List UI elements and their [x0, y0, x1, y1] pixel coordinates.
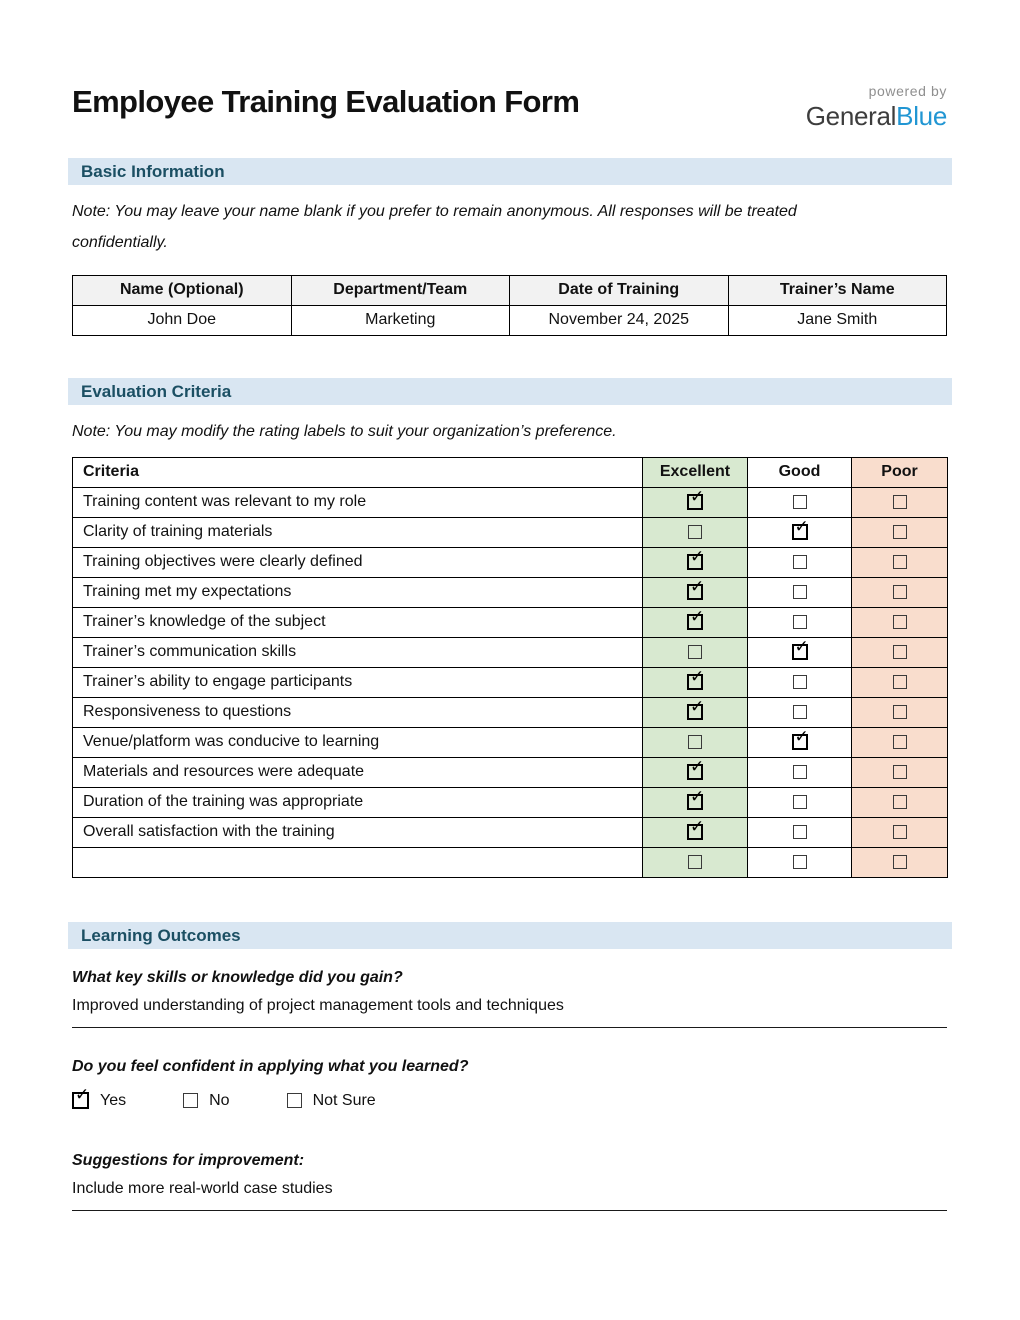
- checkbox-poor-icon[interactable]: [893, 615, 907, 629]
- rating-cell-poor: [852, 757, 948, 787]
- checkbox-excellent-checked-icon[interactable]: [687, 554, 703, 570]
- checkbox-good-icon[interactable]: [793, 615, 807, 629]
- basic-info-value-cell: November 24, 2025: [510, 305, 729, 335]
- criteria-row: [73, 667, 948, 697]
- rating-cell-good: [748, 847, 852, 877]
- rating-cell-excellent: [643, 577, 748, 607]
- basic-info-value-cell: Marketing: [291, 305, 510, 335]
- question-skills-gained: What key skills or knowledge did you gain?: [72, 968, 403, 986]
- criteria-label: Duration of the training was appropriate: [73, 787, 643, 817]
- checkbox-poor-icon[interactable]: [893, 555, 907, 569]
- rating-cell-good: [748, 667, 852, 697]
- brand-blue: Blue: [896, 101, 947, 132]
- checkbox-excellent-icon[interactable]: [688, 525, 702, 539]
- checkbox-poor-icon[interactable]: [893, 495, 907, 509]
- rating-cell-good: [748, 757, 852, 787]
- checkbox-excellent-checked-icon[interactable]: [687, 824, 703, 840]
- criteria-label: Trainer’s knowledge of the subject: [73, 607, 643, 637]
- option-label: No: [209, 1091, 230, 1109]
- checkbox-poor-icon[interactable]: [893, 585, 907, 599]
- rating-cell-poor: [852, 577, 948, 607]
- section-title: Evaluation Criteria: [81, 381, 232, 401]
- criteria-header-row: [73, 457, 948, 487]
- criteria-label: Responsiveness to questions: [73, 697, 643, 727]
- checkbox-excellent-checked-icon[interactable]: [687, 674, 703, 690]
- criteria-row: [73, 847, 948, 877]
- page-title: Employee Training Evaluation Form: [72, 84, 580, 119]
- criteria-label: Materials and resources were adequate: [73, 757, 643, 787]
- question-suggestions: Suggestions for improvement:: [72, 1151, 305, 1169]
- criteria-label: Overall satisfaction with the training: [73, 817, 643, 847]
- criteria-label: Venue/platform was conducive to learning: [73, 727, 643, 757]
- section-title: Learning Outcomes: [81, 925, 241, 945]
- rating-cell-excellent: [643, 637, 748, 667]
- rating-cell-good: [748, 697, 852, 727]
- checkbox-poor-icon[interactable]: [893, 795, 907, 809]
- brand-general: General: [805, 101, 897, 132]
- rating-cell-excellent: [643, 517, 748, 547]
- criteria-row: [73, 757, 948, 787]
- section-title: Basic Information: [81, 161, 225, 181]
- checkbox-good-icon[interactable]: [793, 495, 807, 509]
- basic-info-header-row: [73, 275, 947, 305]
- basic-info-column-header: Trainer’s Name: [728, 275, 947, 305]
- answer-skills-gained: Improved understanding of project management tools and techniques: [72, 997, 947, 1028]
- confidence-option-not-sure[interactable]: [287, 1092, 376, 1110]
- criteria-row: [73, 727, 948, 757]
- checkbox-good-icon[interactable]: [793, 795, 807, 809]
- criteria-column-header-poor: Poor: [852, 457, 948, 487]
- criteria-row: [73, 517, 948, 547]
- checkbox-excellent-checked-icon[interactable]: [687, 764, 703, 780]
- rating-cell-poor: [852, 637, 948, 667]
- checkbox-excellent-icon[interactable]: [688, 855, 702, 869]
- generalblue-logo: [806, 84, 947, 131]
- basic-info-column-header: Department/Team: [291, 275, 510, 305]
- rating-cell-good: [748, 547, 852, 577]
- rating-cell-excellent: [643, 487, 748, 517]
- option-label: Yes: [100, 1091, 127, 1109]
- rating-cell-excellent: [643, 757, 748, 787]
- checkbox-icon[interactable]: [287, 1093, 302, 1108]
- checkbox-good-icon[interactable]: [793, 705, 807, 719]
- basic-info-value-row: [73, 305, 947, 335]
- rating-cell-excellent: [643, 697, 748, 727]
- rating-cell-good: [748, 727, 852, 757]
- rating-cell-poor: [852, 667, 948, 697]
- checkbox-poor-icon[interactable]: [893, 735, 907, 749]
- checkbox-excellent-checked-icon[interactable]: [687, 614, 703, 630]
- rating-cell-excellent: [643, 607, 748, 637]
- document-header: [72, 0, 947, 131]
- question-confidence: Do you feel confident in applying what you learned?: [72, 1057, 469, 1075]
- checkbox-good-checked-icon[interactable]: [792, 734, 808, 750]
- brand-wordmark: [806, 102, 947, 131]
- basic-info-table: [72, 275, 947, 336]
- criteria-row: [73, 817, 948, 847]
- rating-cell-poor: [852, 847, 948, 877]
- criteria-label: [73, 847, 643, 877]
- rating-cell-good: [748, 577, 852, 607]
- rating-cell-poor: [852, 517, 948, 547]
- checkbox-poor-icon[interactable]: [893, 645, 907, 659]
- rating-cell-poor: [852, 607, 948, 637]
- rating-cell-poor: [852, 787, 948, 817]
- powered-by-label: powered by: [868, 83, 947, 99]
- rating-cell-excellent: [643, 727, 748, 757]
- basic-info-note: Note: You may leave your name blank if you prefer to remain anonymous. All responses will be treated confidentially.: [72, 202, 797, 251]
- rating-cell-poor: [852, 727, 948, 757]
- section-header-learning-outcomes: [68, 922, 952, 949]
- checkbox-good-checked-icon[interactable]: [792, 524, 808, 540]
- checkbox-good-icon[interactable]: [793, 855, 807, 869]
- criteria-label: Trainer’s communication skills: [73, 637, 643, 667]
- checkbox-poor-icon[interactable]: [893, 525, 907, 539]
- rating-cell-good: [748, 637, 852, 667]
- criteria-column-header-good: Good: [748, 457, 852, 487]
- checkbox-checked-icon[interactable]: [72, 1092, 89, 1109]
- criteria-row: [73, 787, 948, 817]
- checkbox-good-icon[interactable]: [793, 765, 807, 779]
- checkbox-good-icon[interactable]: [793, 585, 807, 599]
- rating-cell-excellent: [643, 667, 748, 697]
- evaluation-note: Note: You may modify the rating labels to suit your organization’s preference.: [72, 422, 617, 440]
- criteria-row: [73, 487, 948, 517]
- answer-suggestions: Include more real-world case studies: [72, 1180, 947, 1211]
- checkbox-excellent-checked-icon[interactable]: [687, 704, 703, 720]
- criteria-label: Clarity of training materials: [73, 517, 643, 547]
- rating-cell-poor: [852, 697, 948, 727]
- checkbox-excellent-checked-icon[interactable]: [687, 584, 703, 600]
- rating-cell-poor: [852, 547, 948, 577]
- criteria-label: Training met my expectations: [73, 577, 643, 607]
- option-label: Not Sure: [312, 1091, 376, 1109]
- rating-cell-good: [748, 487, 852, 517]
- checkbox-poor-icon[interactable]: [893, 855, 907, 869]
- section-header-basic-information: [68, 158, 952, 185]
- checkbox-poor-icon[interactable]: [893, 765, 907, 779]
- confidence-options: [72, 1092, 947, 1110]
- rating-cell-good: [748, 787, 852, 817]
- rating-cell-excellent: [643, 787, 748, 817]
- checkbox-icon[interactable]: [183, 1093, 198, 1108]
- checkbox-excellent-icon[interactable]: [688, 735, 702, 749]
- checkbox-poor-icon[interactable]: [893, 675, 907, 689]
- checkbox-good-checked-icon[interactable]: [792, 644, 808, 660]
- criteria-table: [72, 457, 948, 878]
- checkbox-excellent-checked-icon[interactable]: [687, 494, 703, 510]
- basic-info-column-header: Date of Training: [510, 275, 729, 305]
- rating-cell-poor: [852, 817, 948, 847]
- criteria-row: [73, 697, 948, 727]
- basic-info-value-cell: John Doe: [73, 305, 292, 335]
- rating-cell-good: [748, 517, 852, 547]
- rating-cell-poor: [852, 487, 948, 517]
- basic-info-column-header: Name (Optional): [73, 275, 292, 305]
- checkbox-excellent-checked-icon[interactable]: [687, 794, 703, 810]
- checkbox-poor-icon[interactable]: [893, 705, 907, 719]
- basic-info-value-cell: Jane Smith: [728, 305, 947, 335]
- criteria-label: Training objectives were clearly defined: [73, 547, 643, 577]
- criteria-column-header-excellent: Excellent: [643, 457, 748, 487]
- confidence-option-no[interactable]: [183, 1092, 229, 1110]
- rating-cell-good: [748, 607, 852, 637]
- rating-cell-good: [748, 817, 852, 847]
- rating-cell-excellent: [643, 847, 748, 877]
- checkbox-good-icon[interactable]: [793, 675, 807, 689]
- criteria-label: Trainer’s ability to engage participants: [73, 667, 643, 697]
- criteria-row: [73, 547, 948, 577]
- criteria-label: Training content was relevant to my role: [73, 487, 643, 517]
- checkbox-poor-icon[interactable]: [893, 825, 907, 839]
- criteria-row: [73, 607, 948, 637]
- criteria-row: [73, 577, 948, 607]
- rating-cell-excellent: [643, 547, 748, 577]
- criteria-column-header-criteria: Criteria: [73, 457, 643, 487]
- criteria-row: [73, 637, 948, 667]
- confidence-option-yes[interactable]: [72, 1092, 126, 1110]
- checkbox-good-icon[interactable]: [793, 555, 807, 569]
- rating-cell-excellent: [643, 817, 748, 847]
- checkbox-excellent-icon[interactable]: [688, 645, 702, 659]
- checkbox-good-icon[interactable]: [793, 825, 807, 839]
- section-header-evaluation-criteria: [68, 378, 952, 405]
